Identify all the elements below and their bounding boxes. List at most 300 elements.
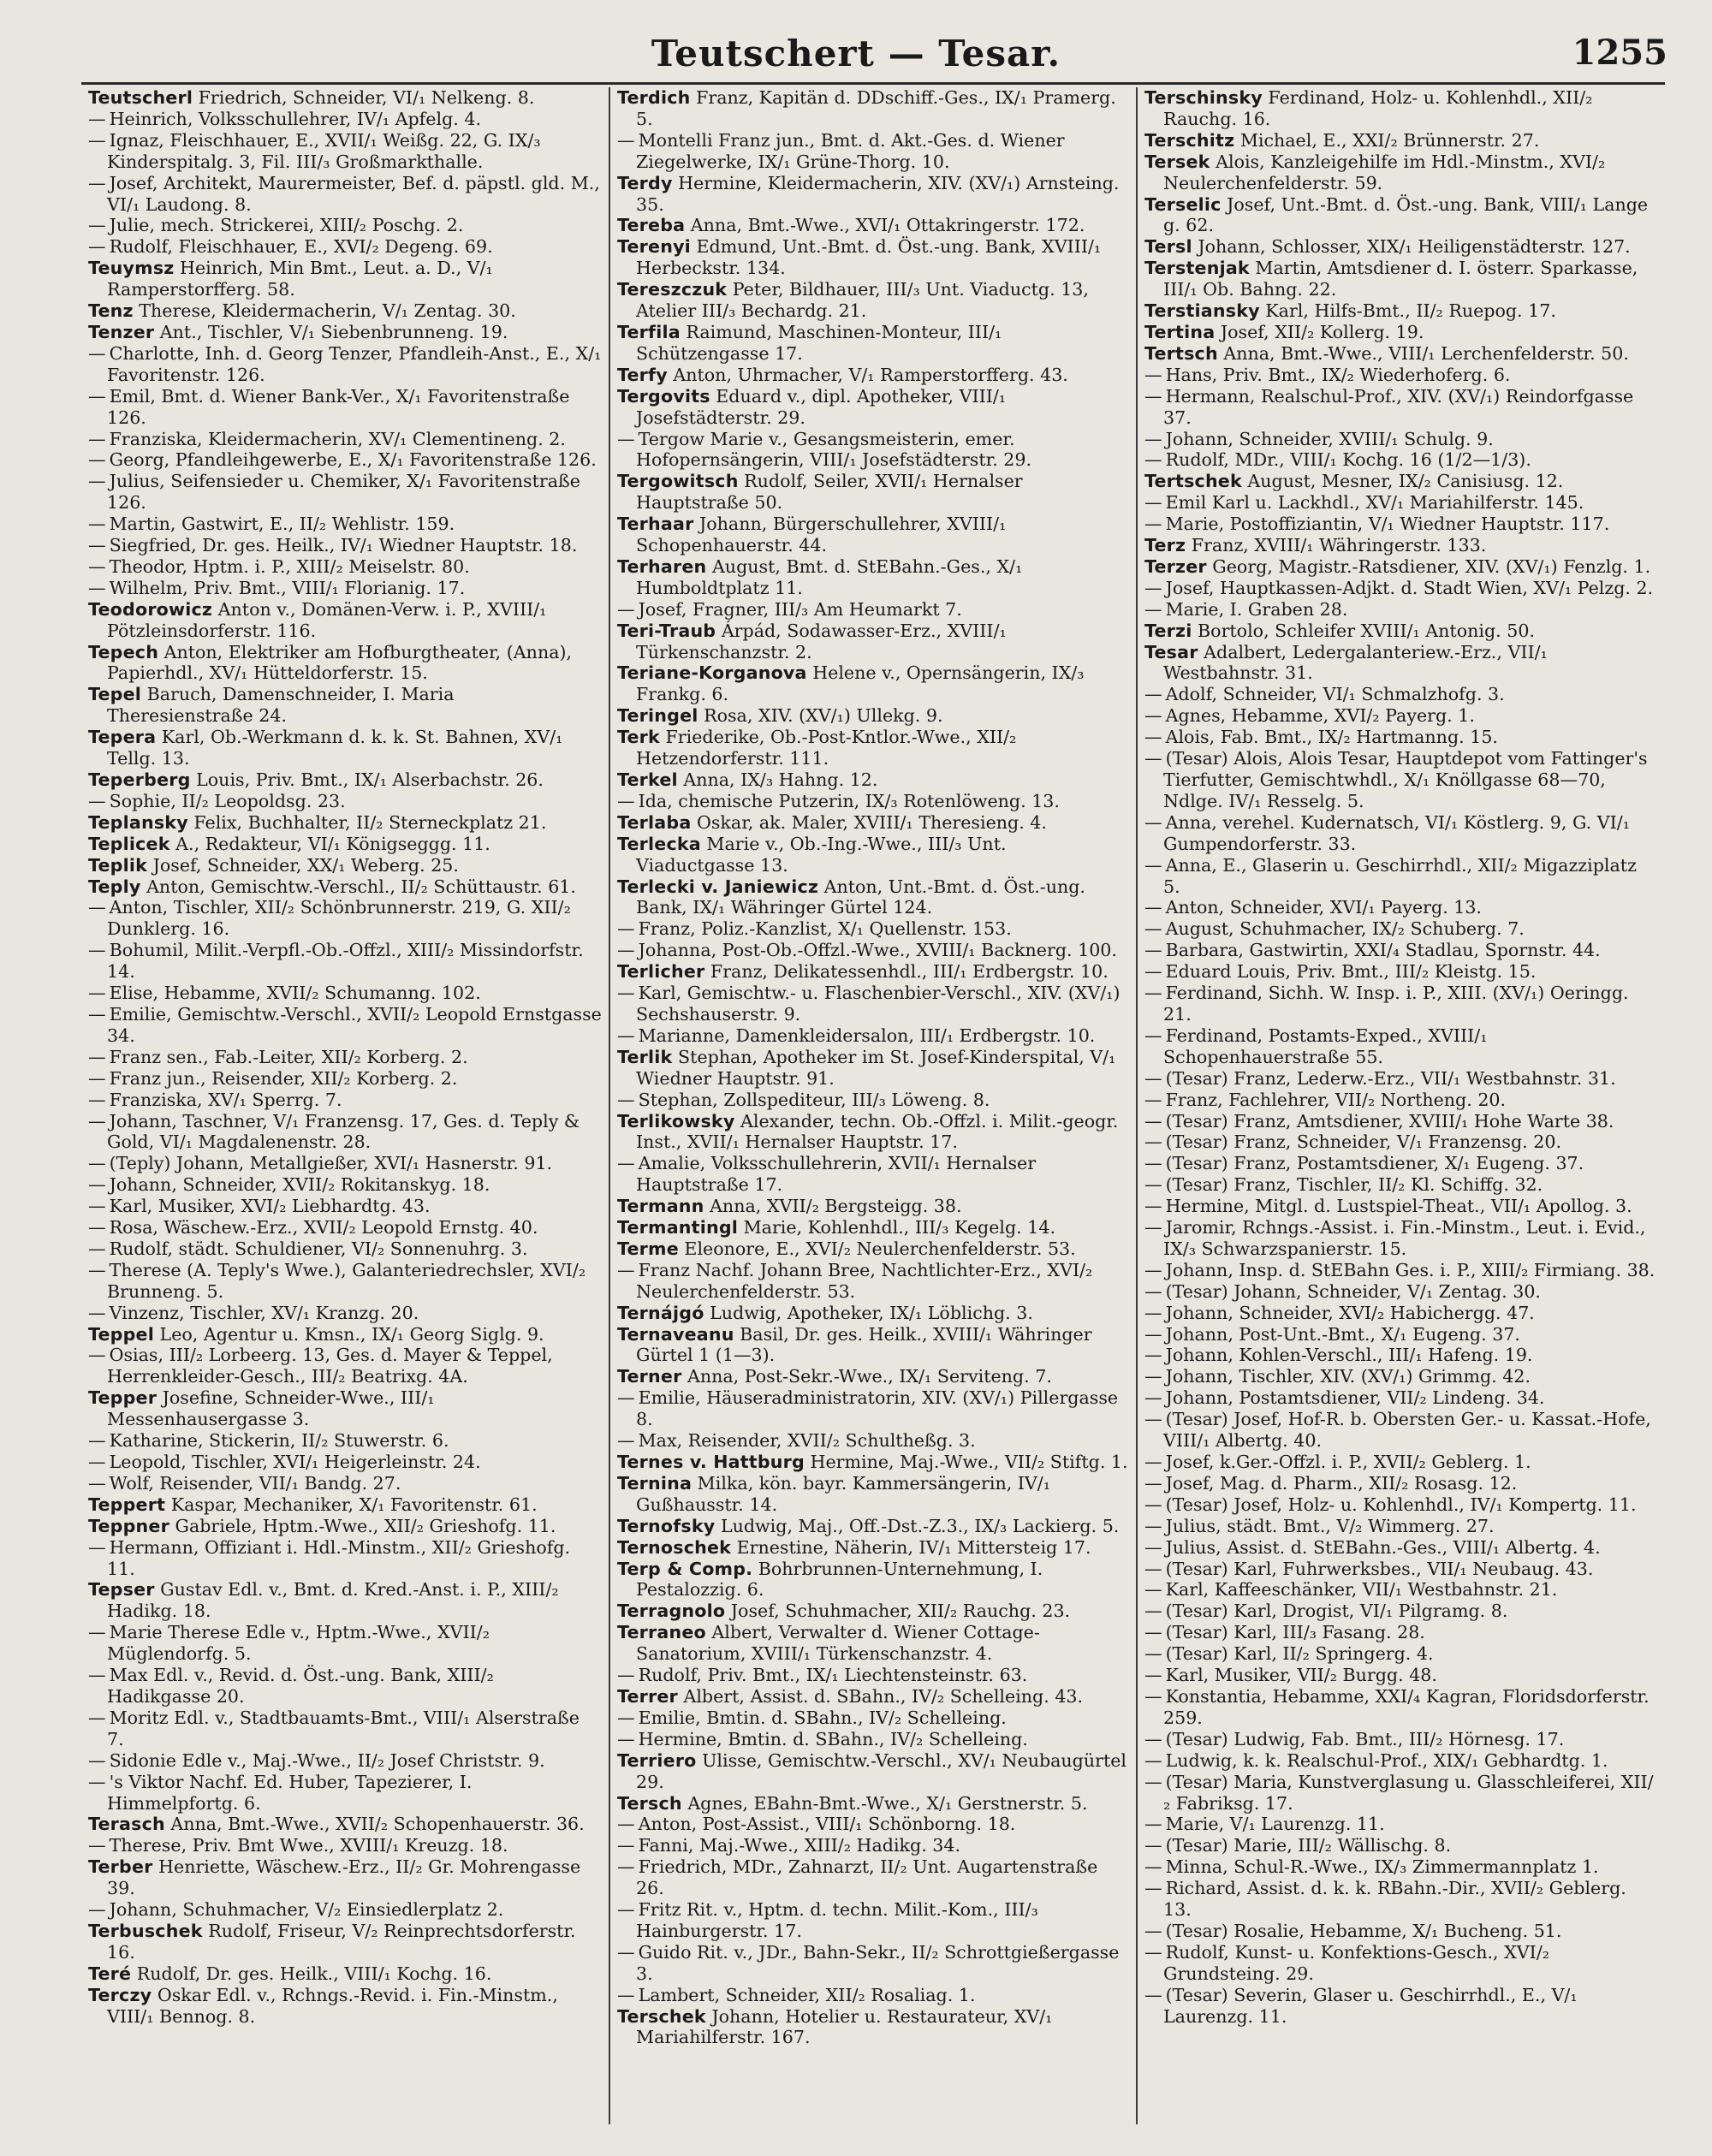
ditto-dash: — <box>1144 1771 1162 1792</box>
entry-details: (Tesar) Franz, Amtsdiener, XVIII/₁ Hohe Warte 38. <box>1165 1110 1614 1131</box>
entry-details: Johann, Hotelier u. Restaurateur, XV/₁ Mariahilferstr. 167. <box>636 2005 1053 2048</box>
directory-entry <box>1141 1303 1656 1324</box>
directory-entry <box>1141 1387 1656 1409</box>
directory-entry <box>614 1814 1129 1835</box>
entry-surname: Teré <box>88 1963 132 1984</box>
entry-details: Ulisse, Gemischtw.-Verschl., XV/₁ Neubaugürtel 29. <box>636 1749 1127 1792</box>
entry-details: Anna, verehel. Kudernatsch, VI/₁ Köstlerg. 9, G. VI/₁ Gumpendorferstr. 33. <box>1163 811 1630 854</box>
entry-surname: Tergovits <box>617 385 710 407</box>
directory-entry <box>614 236 1129 279</box>
entry-details: Ignaz, Fleischhauer, E., XVII/₁ Weißg. 22, G. IX/₃ Kinderspitalg. 3, Fil. III/₃ Großmarkthalle. <box>107 129 541 172</box>
entry-details: (Tesar) Ludwig, Fab. Bmt., III/₂ Hörnesg. 17. <box>1165 1728 1565 1749</box>
directory-entry <box>85 1047 602 1068</box>
entry-details: Julie, mech. Strickerei, XIII/₂ Poschg. 2. <box>109 215 464 236</box>
entry-details: August, Bmt. d. StEBahn.-Ges., X/₁ Humboldtplatz 11. <box>636 555 1023 598</box>
entry-details: Rudolf, Friseur, V/₂ Reinprechtsdorferstr. 16. <box>107 1920 576 1963</box>
entry-details: Elise, Hebamme, XVII/₂ Schumanng. 102. <box>109 983 481 1004</box>
entry-surname: Teriane-Korganova <box>617 662 807 684</box>
entry-details: Friedrich, Schneider, VI/₁ Nelkeng. 8. <box>198 87 535 108</box>
ditto-dash: — <box>88 1771 106 1792</box>
entry-details: Rudolf, MDr., VIII/₁ Kochg. 16 (1/2—1/3). <box>1165 449 1531 471</box>
ditto-dash: — <box>1144 1814 1162 1835</box>
ditto-dash: — <box>617 1728 635 1749</box>
ditto-dash: — <box>1144 918 1162 940</box>
entry-surname: Termann <box>617 1196 704 1217</box>
entry-details: Max Edl. v., Revid. d. Öst.-ung. Bank, XIII/₂ Hadikgasse 20. <box>107 1665 494 1707</box>
entry-details: Franz, XVIII/₁ Währingerstr. 133. <box>1191 535 1487 556</box>
ditto-dash: — <box>617 790 635 811</box>
entry-details: Julius, Seifensieder u. Chemiker, X/₁ Favoritenstraße 126. <box>107 471 580 514</box>
entry-surname: Ternoschek <box>617 1536 732 1558</box>
ditto-dash: — <box>88 236 106 258</box>
ditto-dash: — <box>1144 1579 1162 1601</box>
ditto-dash: — <box>1144 748 1162 769</box>
page-header <box>0 33 1712 84</box>
directory-entry <box>614 1025 1129 1047</box>
directory-entry <box>1141 1068 1656 1090</box>
directory-entry <box>1141 1516 1656 1537</box>
entry-details: Kaspar, Mechaniker, X/₁ Favoritenstr. 61. <box>170 1494 538 1515</box>
directory-entry <box>614 1665 1129 1686</box>
directory-entry <box>85 1473 602 1494</box>
ditto-dash: — <box>88 108 106 129</box>
directory-entry <box>85 514 602 535</box>
entry-surname: Tereszczuk <box>617 279 728 300</box>
directory-entry <box>614 940 1129 961</box>
entry-details: Oskar, ak. Maler, XVIII/₁ Theresieng. 4. <box>696 811 1047 833</box>
entry-surname: Teperberg <box>88 769 191 790</box>
entry-details: August, Schuhmacher, IX/₂ Schuberg. 7. <box>1165 918 1525 940</box>
entry-details: (Tesar) Rosalie, Hebamme, X/₁ Bucheng. 51. <box>1165 1920 1562 1941</box>
entry-surname: Terzer <box>1144 555 1207 577</box>
ditto-dash: — <box>1144 1067 1162 1089</box>
entry-details: Bohrbrunnen-Unternehmung, I. Pestalozzig. 6. <box>636 1558 1043 1601</box>
directory-entry <box>614 1559 1129 1601</box>
directory-entry <box>614 1090 1129 1111</box>
entry-details: 's Viktor Nachf. Ed. Huber, Tapezierer, I. Himmelpfortg. 6. <box>107 1771 473 1814</box>
ditto-dash: — <box>1144 1280 1162 1302</box>
directory-entry <box>1141 1217 1656 1260</box>
directory-entry <box>614 173 1129 216</box>
entry-surname: Tepera <box>88 727 157 748</box>
entry-surname: Terraneo <box>617 1622 706 1643</box>
entry-details: Raimund, Maschinen-Monteur, III/₁ Schützengasse 17. <box>636 321 1002 364</box>
ditto-dash: — <box>1144 1878 1162 1899</box>
entry-details: Karl, Musiker, XVI/₂ Liebhardtg. 43. <box>109 1196 431 1217</box>
entry-surname: Tersek <box>1144 151 1210 172</box>
ditto-dash: — <box>617 129 635 151</box>
ditto-dash: — <box>88 1003 106 1025</box>
directory-entry <box>85 343 602 386</box>
entry-details: Max, Reisender, XVII/₂ Schultheßg. 3. <box>638 1430 976 1452</box>
directory-entry <box>1141 471 1656 492</box>
ditto-dash: — <box>1144 1984 1162 2005</box>
directory-entry <box>1141 1856 1656 1878</box>
entry-details: Anton, Schneider, XVI/₁ Payerg. 13. <box>1165 897 1483 918</box>
ditto-dash: — <box>1144 1728 1162 1749</box>
ditto-dash: — <box>88 1089 106 1110</box>
entry-details: Josef, Architekt, Maurermeister, Bef. d. päpstl. gld. M., VI/₁ Laudong. 8. <box>107 172 600 215</box>
directory-entry <box>1141 1942 1656 1985</box>
ditto-dash: — <box>1144 1856 1162 1878</box>
ditto-dash: — <box>88 1174 106 1196</box>
directory-entry <box>85 1196 602 1217</box>
directory-entry <box>85 258 602 300</box>
ditto-dash: — <box>88 1153 106 1174</box>
entry-surname: Teppel <box>88 1323 154 1345</box>
ditto-dash: — <box>1144 385 1162 407</box>
entry-details: Ferdinand, Sichh. W. Insp. i. P., XIII. (XV/₁) Oeringg. 21. <box>1163 983 1629 1025</box>
directory-entry <box>614 1537 1129 1559</box>
directory-entry <box>1141 1260 1656 1281</box>
directory-entry <box>85 1345 602 1387</box>
directory-entry <box>85 1921 602 1963</box>
directory-entry <box>85 983 602 1004</box>
entry-surname: Tepper <box>88 1387 158 1409</box>
entry-surname: Terfila <box>617 321 681 342</box>
entry-surname: Terasch <box>88 1814 165 1835</box>
entry-details: Johann, Schneider, XVII/₂ Rokitanskyg. 18. <box>109 1174 490 1196</box>
entry-details: Rudolf, Fleischhauer, E., XVI/₂ Degeng. 69. <box>109 236 493 258</box>
entry-details: Henriette, Wäschew.-Erz., II/₂ Gr. Mohrengasse 39. <box>107 1856 581 1899</box>
entry-surname: Terschitz <box>1144 129 1235 151</box>
directory-entry <box>85 1452 602 1473</box>
directory-entry <box>1141 1835 1656 1856</box>
directory-entry <box>85 684 602 727</box>
ditto-dash: — <box>1144 1025 1162 1046</box>
ditto-dash: — <box>88 1046 106 1067</box>
directory-entry <box>85 236 602 258</box>
directory-entry <box>1141 365 1656 386</box>
directory-entry <box>614 1324 1129 1367</box>
entry-surname: Terczy <box>88 1984 152 2005</box>
entry-details: Hermine, Bmtin. d. SBahn., IV/₂ Schelleing. <box>638 1728 1028 1749</box>
entry-details: Georg, Magistr.-Ratsdiener, XIV. (XV/₁) Fenzlg. 1. <box>1212 555 1651 577</box>
entry-details: Karl, Ob.-Werkmann d. k. k. St. Bahnen, XV/₁ Tellg. 13. <box>107 727 563 769</box>
directory-entry <box>614 812 1129 834</box>
entry-details: (Tesar) Johann, Schneider, V/₁ Zentag. 30. <box>1165 1280 1541 1302</box>
entry-details: Adolf, Schneider, VI/₁ Schmalzhofg. 3. <box>1165 684 1505 705</box>
entry-surname: Terdy <box>617 172 673 193</box>
entry-surname: Termantingl <box>617 1217 739 1238</box>
header-rule <box>81 82 1665 85</box>
entry-surname: Terhaar <box>617 514 694 535</box>
entry-surname: Terp & Comp. <box>617 1558 753 1579</box>
entry-surname: Tenzer <box>88 321 155 342</box>
entry-details: Alois, Fab. Bmt., IX/₂ Hartmanng. 15. <box>1165 727 1498 748</box>
entry-details: Josef, k.Ger.-Offzl. i. P., XVII/₂ Geblerg. 1. <box>1165 1452 1531 1472</box>
directory-entry <box>614 365 1129 386</box>
entry-surname: Teplik <box>88 854 148 876</box>
directory-entry <box>85 215 602 236</box>
directory-entry <box>1141 1111 1656 1132</box>
ditto-dash: — <box>1144 1601 1162 1622</box>
ditto-dash: — <box>88 1196 106 1217</box>
directory-entry <box>1141 236 1656 258</box>
entry-details: Johann, Schneider, XVI/₂ Habichergg. 47. <box>1165 1302 1535 1323</box>
ditto-dash: — <box>1144 1643 1162 1665</box>
ditto-dash: — <box>1144 940 1162 961</box>
entry-surname: Terlecka <box>617 833 701 854</box>
directory-entry <box>614 514 1129 556</box>
ditto-dash: — <box>88 1622 106 1643</box>
entry-surname: Teringel <box>617 705 698 727</box>
directory-entry <box>1141 130 1656 151</box>
directory-entry <box>1141 194 1656 237</box>
ditto-dash: — <box>88 1899 106 1921</box>
entry-details: Árpád, Sodawasser-Erz., XVIII/₁ Türkenschanzstr. 2. <box>636 620 1007 662</box>
entry-surname: Tepser <box>88 1579 155 1601</box>
entry-details: Anna, IX/₃ Hahng. 12. <box>683 769 878 790</box>
entry-details: (Tesar) Franz, Tischler, II/₂ Kl. Schiffg. 32. <box>1165 1174 1543 1196</box>
directory-entry <box>1141 492 1656 514</box>
entry-details: Johann, Kohlen-Verschl., III/₁ Hafeng. 19. <box>1165 1345 1533 1366</box>
ditto-dash: — <box>1144 1302 1162 1323</box>
entry-details: Josef, XII/₂ Kollerg. 19. <box>1220 321 1424 342</box>
directory-entry <box>1141 727 1656 748</box>
entry-details: Martin, Amtsdiener d. I. österr. Sparkasse, III/₁ Ob. Bahng. 22. <box>1163 258 1638 300</box>
ditto-dash: — <box>1144 428 1162 449</box>
ditto-dash: — <box>88 1259 106 1280</box>
entry-details: Osias, III/₂ Lorbeerg. 13, Ges. d. Mayer & Teppel, Herrenkleider-Gesch., III/₂ Beatrixg. 4A. <box>107 1345 553 1387</box>
entry-details: Wolf, Reisender, VII/₁ Bandg. 27. <box>109 1472 401 1494</box>
directory-entry <box>614 1856 1129 1899</box>
entry-details: Sidonie Edle v., Maj.-Wwe., II/₂ Josef Christstr. 9. <box>109 1749 545 1771</box>
entry-details: Johann, Tischler, XIV. (XV/₁) Grimmg. 42. <box>1165 1366 1531 1387</box>
directory-entry <box>1141 1665 1656 1686</box>
directory-entry <box>85 769 602 791</box>
ditto-dash: — <box>1144 364 1162 385</box>
entry-details: Anton, Uhrmacher, V/₁ Ramperstorfferg. 43. <box>673 364 1068 385</box>
ditto-dash: — <box>1144 1387 1162 1409</box>
entry-details: Julius, städt. Bmt., V/₂ Wimmerg. 27. <box>1165 1515 1495 1536</box>
directory-entry <box>1141 1814 1656 1835</box>
ditto-dash: — <box>1144 1835 1162 1856</box>
entry-details: Milka, kön. bayr. Kammersängerin, IV/₁ Gußhausstr. 14. <box>636 1472 1050 1515</box>
entry-details: Rudolf, städt. Schuldiener, VI/₂ Sonnenuhrg. 3. <box>109 1238 528 1259</box>
column-1 <box>81 87 609 2124</box>
entry-details: Agnes, Hebamme, XVI/₂ Payerg. 1. <box>1165 705 1475 727</box>
entry-details: Ludwig, Apotheker, IX/₁ Löblichg. 3. <box>710 1302 1033 1323</box>
entry-details: Katharine, Stickerin, II/₂ Stuwerstr. 6. <box>109 1430 449 1452</box>
entry-details: Anna, Bmt.-Wwe., XVI/₁ Ottakringerstr. 172. <box>690 215 1085 236</box>
entry-details: Louis, Priv. Bmt., IX/₁ Alserbachstr. 26. <box>196 769 544 790</box>
directory-entry <box>85 1430 602 1452</box>
directory-entry <box>85 812 602 834</box>
directory-entry <box>614 1047 1129 1090</box>
entry-details: Anton, Post-Assist., VIII/₁ Schönborng. 18. <box>638 1814 1016 1835</box>
directory-entry <box>85 940 602 983</box>
entry-surname: Teply <box>88 876 141 897</box>
entry-details: Amalie, Volksschullehrerin, XVII/₁ Hernalser Hauptstraße 17. <box>636 1153 1037 1196</box>
ditto-dash: — <box>617 1025 635 1046</box>
ditto-dash: — <box>617 1665 635 1686</box>
entry-details: Sophie, II/₂ Leopoldsg. 23. <box>109 790 346 811</box>
entry-details: Alois, Kanzleigehilfe im Hdl.-Minstm., XVI/₂ Neulerchenfelderstr. 59. <box>1163 151 1606 193</box>
entry-surname: Tertina <box>1144 321 1216 342</box>
entry-surname: Terschek <box>617 2005 706 2027</box>
directory-entry <box>85 727 602 769</box>
entry-details: Therese (A. Teply's Wwe.), Galanteriedrechsler, XVI/₂ Brunneng. 5. <box>107 1259 586 1302</box>
entry-surname: Terlikowsky <box>617 1110 735 1131</box>
ditto-dash: — <box>617 1153 635 1174</box>
ditto-dash: — <box>617 1856 635 1878</box>
entry-details: Hermann, Realschul-Prof., XIV. (XV/₁) Reindorfgasse 37. <box>1163 385 1634 428</box>
directory-entry <box>1141 983 1656 1025</box>
entry-details: Johann, Postamtsdiener, VII/₂ Lindeng. 34. <box>1165 1387 1545 1409</box>
entry-surname: Terschinsky <box>1144 87 1263 108</box>
entry-details: Josef, Schneider, XX/₁ Weberg. 25. <box>152 854 459 876</box>
ditto-dash: — <box>1144 1494 1162 1515</box>
entry-surname: Tereba <box>617 215 686 236</box>
ditto-dash: — <box>617 1259 635 1280</box>
directory-entry <box>1141 1090 1656 1111</box>
directory-entry <box>614 769 1129 791</box>
directory-entry <box>614 1430 1129 1452</box>
directory-entry <box>1141 642 1656 685</box>
entry-surname: Terlik <box>617 1046 673 1067</box>
entry-details: Marie, Kohlenhdl., III/₃ Kegelg. 14. <box>743 1217 1056 1238</box>
entry-details: Anton, Elektriker am Hofburgtheater, (Anna), Papierhdl., XV/₁ Hütteldorferstr. 15. <box>107 641 573 684</box>
directory-entry <box>614 1686 1129 1708</box>
ditto-dash: — <box>88 1472 106 1494</box>
ditto-dash: — <box>617 428 635 449</box>
directory-entry <box>85 876 602 898</box>
entry-details: Stephan, Apotheker im St. Josef-Kinderspital, V/₁ Wiedner Hauptstr. 91. <box>636 1046 1116 1089</box>
directory-entry <box>85 1324 602 1345</box>
directory-entry <box>614 1750 1129 1793</box>
ditto-dash: — <box>88 385 106 407</box>
directory-entry <box>1141 1409 1656 1452</box>
directory-entry <box>85 1494 602 1516</box>
entry-details: Karl, Musiker, VII/₂ Burgg. 48. <box>1165 1665 1437 1686</box>
directory-entry <box>1141 1281 1656 1303</box>
ditto-dash: — <box>1144 492 1162 514</box>
directory-entry <box>614 1452 1129 1473</box>
entry-surname: Terselic <box>1144 193 1222 215</box>
entry-details: Anna, XVII/₂ Bergsteigg. 38. <box>710 1196 962 1217</box>
entry-surname: Teplicek <box>88 833 170 854</box>
entry-details: Guido Rit. v., JDr., Bahn-Sekr., II/₂ Schrottgießergasse 3. <box>636 1941 1120 1984</box>
directory-entry <box>85 300 602 322</box>
entry-details: Emil, Bmt. d. Wiener Bank-Ver., X/₁ Favoritenstraße 126. <box>107 385 570 428</box>
directory-entry <box>614 705 1129 727</box>
entry-details: Ferdinand, Holz- u. Kohlenhdl., XII/₂ Rauchg. 16. <box>1163 87 1593 129</box>
directory-entry <box>614 1942 1129 1985</box>
entry-details: Lambert, Schneider, XII/₂ Rosaliag. 1. <box>638 1984 976 2005</box>
directory-entry <box>85 1622 602 1665</box>
ditto-dash: — <box>1144 1089 1162 1110</box>
entry-details: Rudolf, Seiler, XVII/₁ Hernalser Hauptstraße 50. <box>636 471 1023 514</box>
directory-entry <box>1141 940 1656 961</box>
entry-details: Johann, Schuhmacher, V/₂ Einsiedlerplatz 2. <box>109 1899 504 1921</box>
entry-details: Marie v., Ob.-Ing.-Wwe., III/₃ Unt. Viaductgasse 13. <box>636 833 1007 876</box>
directory-entry <box>614 279 1129 322</box>
entry-details: Johanna, Post-Ob.-Offzl.-Wwe., XVIII/₁ Backnerg. 100. <box>638 940 1117 961</box>
directory-entry <box>85 1068 602 1090</box>
entry-details: Bohumil, Milit.-Verpfl.-Ob.-Offzl., XIII/₂ Missindorfstr. 14. <box>107 940 584 983</box>
entry-surname: Tepech <box>88 641 159 662</box>
entry-details: Michael, E., XXI/₂ Brünnerstr. 27. <box>1239 129 1540 151</box>
directory-entry <box>614 1622 1129 1665</box>
entry-surname: Tersl <box>1144 236 1192 258</box>
ditto-dash: — <box>88 1430 106 1452</box>
directory-entry <box>1141 1750 1656 1772</box>
directory-entry <box>1141 1153 1656 1174</box>
directory-entry <box>85 897 602 940</box>
entry-details: Eduard Louis, Priv. Bmt., III/₂ Kleistg. 15. <box>1165 961 1537 983</box>
ditto-dash: — <box>88 1707 106 1728</box>
ditto-dash: — <box>1144 514 1162 535</box>
entry-details: Helene v., Opernsängerin, IX/₃ Frankg. 6. <box>636 662 1085 705</box>
directory-entry <box>85 386 602 429</box>
entry-surname: Tergowitsch <box>617 471 739 492</box>
directory-entry <box>614 1708 1129 1729</box>
entry-details: Johann, Bürgerschullehrer, XVIII/₁ Schopenhauerstr. 44. <box>636 514 1007 556</box>
directory-entry <box>1141 386 1656 429</box>
entry-details: Leo, Agentur u. Kmsn., IX/₁ Georg Siglg. 9. <box>159 1323 544 1345</box>
entry-surname: Terharen <box>617 555 707 577</box>
entry-details: Marie, Postoffiziantin, V/₁ Wiedner Hauptstr. 117. <box>1165 514 1610 535</box>
ditto-dash: — <box>1144 1323 1162 1345</box>
ditto-dash: — <box>617 1430 635 1452</box>
directory-entry <box>85 834 602 855</box>
entry-details: Anna, Bmt.-Wwe., VIII/₁ Lerchenfelderstr. 50. <box>1223 342 1629 364</box>
entry-details: Fanni, Maj.-Wwe., XIII/₂ Hadikg. 34. <box>638 1835 961 1856</box>
entry-details: Agnes, EBahn-Bmt.-Wwe., X/₁ Gerstnerstr. 5. <box>687 1792 1088 1814</box>
directory-entry <box>614 1473 1129 1516</box>
entry-details: Georg, Pfandleihgewerbe, E., X/₁ Favoritenstraße 126. <box>109 449 597 471</box>
entry-details: Albert, Assist. d. SBahn., IV/₂ Schelleing. 43. <box>683 1685 1084 1707</box>
directory-entry <box>1141 1494 1656 1516</box>
ditto-dash: — <box>88 1217 106 1238</box>
ditto-dash: — <box>617 1984 635 2005</box>
directory-entry <box>85 1387 602 1430</box>
directory-entry <box>85 1090 602 1111</box>
directory-entry <box>614 961 1129 983</box>
ditto-dash: — <box>88 471 106 492</box>
entry-details: Ida, chemische Putzerin, IX/₃ Rotenlöweng. 13. <box>638 790 1060 811</box>
directory-entry <box>614 727 1129 769</box>
ditto-dash: — <box>88 215 106 236</box>
entry-details: Rudolf, Dr. ges. Heilk., VIII/₁ Kochg. 16. <box>136 1963 492 1984</box>
directory-entry <box>85 1303 602 1324</box>
entry-details: Josef, Mag. d. Pharm., XII/₂ Rosasg. 12. <box>1165 1472 1518 1494</box>
entry-details: Franziska, Kleidermacherin, XV/₁ Clementineng. 2. <box>109 428 566 449</box>
directory-entry <box>614 1153 1129 1196</box>
entry-details: Franz jun., Reisender, XII/₂ Korberg. 2. <box>109 1067 458 1089</box>
entry-details: (Tesar) Josef, Hof-R. b. Obersten Ger.- u. Kassat.-Hofe, VIII/₁ Albertg. 40. <box>1163 1409 1651 1452</box>
ditto-dash: — <box>1144 684 1162 705</box>
entry-details: Therese, Priv. Bmt Wwe., XVIII/₁ Kreuzg. 18. <box>109 1835 508 1856</box>
entry-details: Jaromir, Rchngs.-Assist. i. Fin.-Minstm., Leut. i. Evid., IX/₃ Schwarzspanierstr. 15. <box>1163 1217 1646 1259</box>
directory-entry <box>614 87 1129 130</box>
entry-details: Anna, E., Glaserin u. Geschirrhdl., XII/₂ Migazziplatz 5. <box>1163 854 1637 897</box>
entry-details: Hans, Priv. Bmt., IX/₂ Wiederhoferg. 6. <box>1165 364 1511 385</box>
entry-details: Josef, Unt.-Bmt. d. Öst.-ung. Bank, VIII/₁ Lange g. 62. <box>1163 193 1649 236</box>
ditto-dash: — <box>1144 1515 1162 1536</box>
entry-details: Anton, Gemischtw.-Verschl., II/₂ Schüttaustr. 61. <box>146 876 576 897</box>
ditto-dash: — <box>1144 1174 1162 1196</box>
directory-entry <box>1141 1473 1656 1494</box>
entry-details: (Tesar) Alois, Alois Tesar, Hauptdepot vom Fattinger's Tierfutter, Gemischtwhdl., X/₁ Knöllgasse 68—70, Ndlge. IV/₁ Resselg. 5. <box>1163 748 1648 811</box>
directory-entry <box>1141 151 1656 194</box>
directory-entry <box>1141 1537 1656 1559</box>
entry-details: Marianne, Damenkleidersalon, III/₁ Erdbergstr. 10. <box>638 1025 1096 1046</box>
ditto-dash: — <box>1144 1920 1162 1941</box>
directory-entry <box>1141 300 1656 322</box>
entry-details: (Tesar) Maria, Kunstverglasung u. Glasschleiferei, XII/₂ Fabriksg. 17. <box>1163 1771 1654 1814</box>
